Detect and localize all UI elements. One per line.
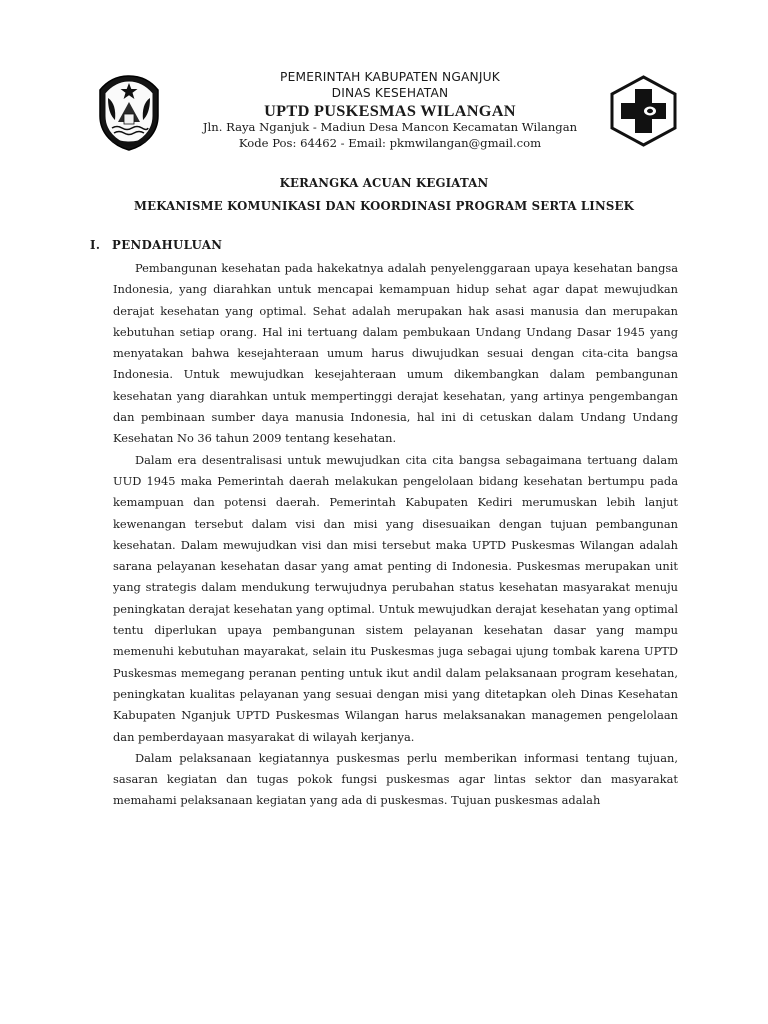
contact-line: Kode Pos: 64462 - Email: pkmwilangan@gmail.com — [238, 135, 542, 150]
letterhead-text — [180, 70, 600, 151]
paragraph: Dalam pelaksanaan kegiatannya puskesmas perlu memberikan informasi tentang tujuan, sasaran kegiatan dan tugas pokok fungsi puskesmas agar lintas sektor dan masyarakat memahami pelaksanaan kegiatan yang ada di puskesmas. Tujuan puskesmas adalah — [113, 750, 678, 808]
document-subtitle: MEKANISME KOMUNIKASI DAN KOORDINASI PROGRAM SERTA LINSEK — [134, 199, 634, 213]
agency-name: DINAS KESEHATAN — [331, 85, 449, 100]
letterhead — [0, 70, 768, 160]
regency-emblem-icon — [94, 72, 164, 152]
address-line: Jln. Raya Nganjuk - Madiun Desa Mancon Kecamatan Wilangan — [202, 120, 578, 134]
paragraph: Dalam era desentralisasi untuk mewujudkan cita cita bangsa sebagaimana tertuang dalam UUD 1945 maka Pemerintah daerah melakukan pengelolaan bidang kesehatan bertumpu pada kemampuan dan potensi daerah. Pemerintah Kabupaten Kediri merumuskan lebih lanjut kewenangan tersebut dalam visi dan misi yang disesuaikan dengan tujuan pembangunan kesehatan. Dalam mewujudkan visi dan misi tersebut maka UPTD Puskesmas Wilangan adalah sarana pelayanan kesehatan dasar yang amat penting di Indonesia. Puskesmas merupakan unit yang strategis dalam mendukung terwujudnya perubahan status kesehatan masyarakat menuju peningkatan derajat kesehatan yang optimal. Untuk mewujudkan derajat kesehatan yang optimal tentu diperlukan upaya pembangunan sistem pelayanan kesehatan dasar yang mampu memenuhi kebutuhan mayarakat, selain itu Puskesmas juga sebagai ujung tombak karena UPTD Puskesmas memegang peranan penting untuk ikut andil dalam pelaksanaan program kesehatan, peningkatan kualitas pelayanan yang sesuai dengan misi yang ditetapkan oleh Dinas Kesehatan Kabupaten Nganjuk UPTD Puskesmas Wilangan harus melaksanakan managemen pengelolaan dan pemberdayaan masyarakat di wilayah kerjanya. — [113, 452, 678, 744]
paragraph: Pembangunan kesehatan pada hakekatnya adalah penyelenggaraan upaya kesehatan bangsa Indonesia, yang diarahkan untuk mencapai kemampuan hidup sehat agar dapat mewujudkan derajat kesehatan yang optimal. Sehat adalah merupakan hak asasi manusia dan merupakan kebutuhan setiap orang. Hal ini tertuang dalam pembukaan Undang Undang Dasar 1945 yang menyatakan bahwa kesejahteraan umum harus diwujudkan sesuai dengan cita-cita bangsa Indonesia. Untuk mewujudkan kesejahteraan umum dikembangkan dalam pembangunan kesehatan yang diarahkan untuk mempertinggi derajat kesehatan, yang artinya pengembangan dan pembinaan sumber daya manusia Indonesia, hal ini di cetuskan dalam Undang Undang Kesehatan No 36 tahun 2009 tentang kesehatan. — [113, 261, 678, 446]
government-name: PEMERINTAH KABUPATEN NGANJUK — [280, 70, 500, 84]
section-heading — [90, 238, 222, 252]
section-title: PENDAHULUAN — [112, 238, 223, 252]
institution-name: UPTD PUSKESMAS WILANGAN — [264, 101, 516, 120]
section-body — [113, 258, 678, 812]
puskesmas-cross-icon — [609, 75, 678, 147]
section-number: I. — [90, 238, 101, 252]
document-title: KERANGKA ACUAN KEGIATAN — [279, 176, 489, 190]
